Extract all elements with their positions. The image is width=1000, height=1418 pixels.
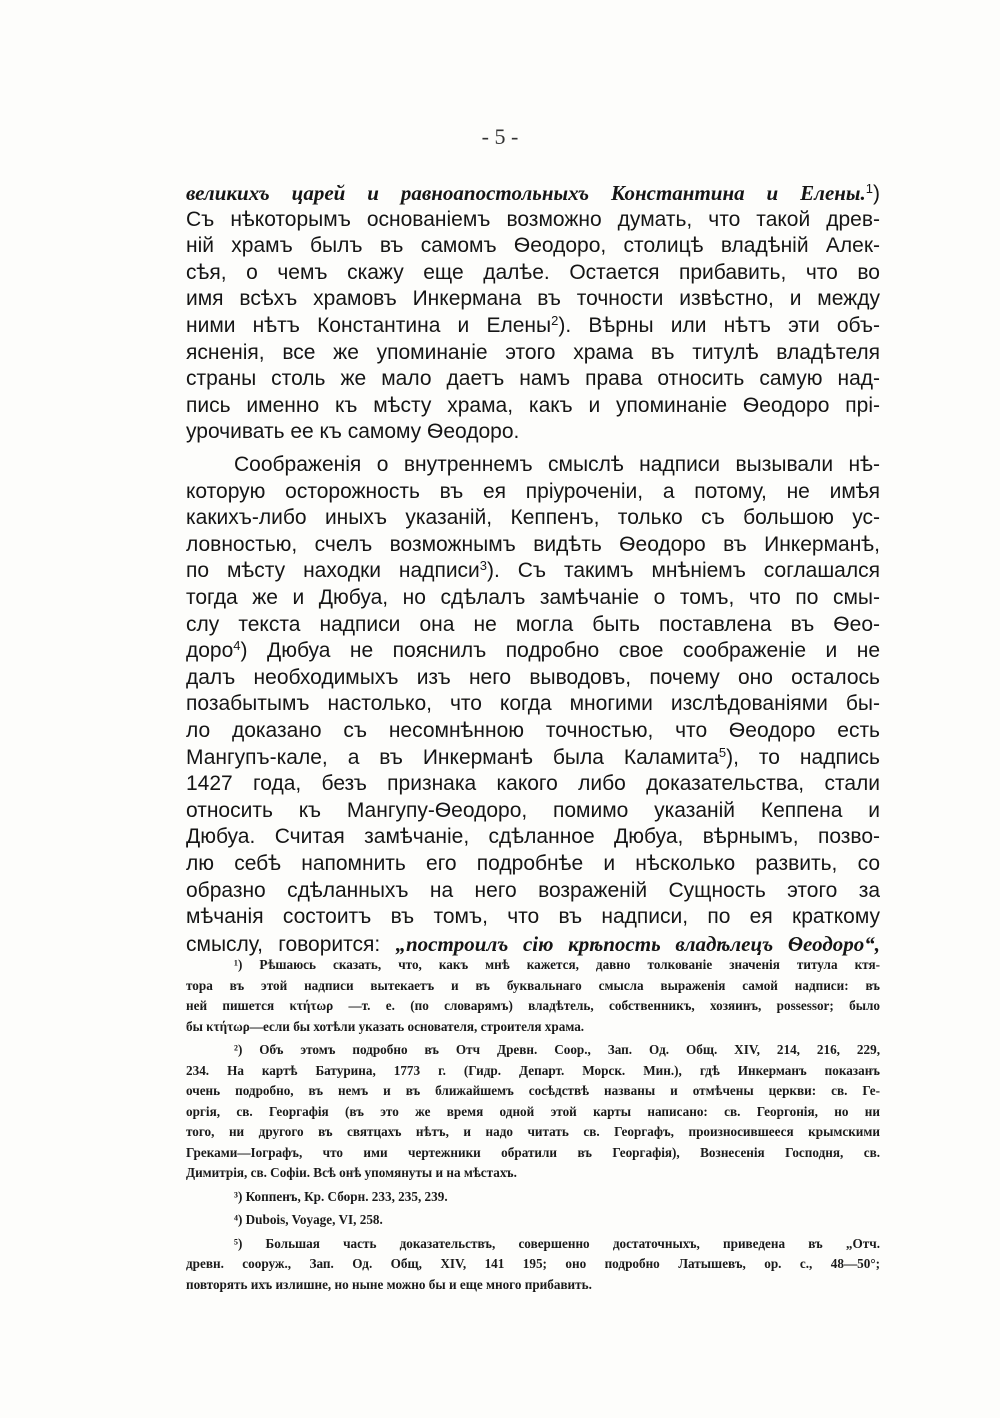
footnote-line: тора въ этой надписи вытекаетъ и въ буквальнаго смысла выраженія самой надписи: въ (186, 977, 880, 993)
paragraph-2-line: какихъ-либо иныхъ указаній, Кеппенъ, только съ большою ус- (186, 506, 880, 530)
footnote-line: ³) Коппенъ, Кр. Сборн. 233, 235, 239. (234, 1188, 448, 1204)
paragraph-2-line: мѣчанія состоитъ въ томъ, что въ надписи, по ея краткому (186, 905, 880, 929)
paragraph-2-line: образно сдѣланныхъ на него возраженій Сущность этого за (186, 878, 880, 902)
italic-text: великихъ царей и равноапостольныхъ Константина и Елены. (186, 181, 866, 205)
footnote-line: 234. На картѣ Батурина, 1773 г. (Гидр. Департ. Морск. Мин.), гдѣ Инкерманъ показанъ (186, 1062, 880, 1078)
footnote-ref: 1 (865, 181, 873, 196)
paragraph-1-line: пись именно къ мѣсту храма, какъ и упоминаніе Ѳеодоро прі- (186, 393, 880, 417)
paragraph-1-line: ній храмъ былъ въ самомъ Ѳеодоро, столицѣ владѣній Алек- (186, 234, 880, 258)
footnote-line: Димитрія, св. Софіи. Всѣ онѣ упомянуты и на мѣстахъ. (186, 1165, 517, 1180)
footnote-line: оргія, св. Георгафія (въ это же время одной этой карты написано: св. Георгонія, но ни (186, 1103, 880, 1119)
footnote-line: очень подробно, въ немъ и въ ближайшемъ сосѣдствѣ названы и отмѣчены церкви: св. Ге- (186, 1083, 880, 1098)
footnote-line: Греками—Іографъ, что ими чертежники обратили въ Георгафія), Вознесенія Господня, св. (186, 1144, 880, 1160)
footnote-4 (186, 1210, 880, 1231)
paragraph-2-line: далъ необходимыхъ изъ него выводовъ, почему оно осталось (186, 665, 880, 689)
paragraph-2-line: по мѣсту находки надписи$^3$). Съ такимъ мнѣніемъ соглашался (186, 558, 880, 583)
paragraph-2-line: 1427 года, безъ признака какого либо доказательства, стали (186, 772, 880, 796)
footnotes (186, 955, 880, 1298)
footnote-3 (186, 1187, 880, 1208)
paragraph-1-line: имя всѣхъ храмовъ Инкермана въ точности извѣстно, и между (186, 287, 880, 311)
footnote-ref: 3 (479, 558, 488, 574)
paragraph-2-line: лю себѣ напомнить его подробнѣе и нѣсколько развить, со (186, 851, 880, 875)
paragraph-1-line: великихъ царей и равноапостольныхъ Константина и Елены.$^1$) (186, 181, 880, 205)
footnote-line: ⁴) Dubois, Voyage, VI, 258. (234, 1212, 383, 1227)
paragraph-2 (186, 452, 880, 957)
footnote-line: того, ни другого въ святцахъ нѣтъ, и надо читать св. Георгафъ, произносившееся крымскими (186, 1124, 880, 1139)
footnote-line: ²) Объ этомъ подробно въ Отч Древн. Соор., Зап. Од. Общ. XIV, 214, 216, 229, (234, 1042, 880, 1057)
paragraph-2-line: смыслу, говорится: „построилъ сію крѣпость владѣлецъ Ѳеодоро“, (186, 931, 880, 956)
paragraph-2-line: которую осторожность въ ея пріуроченіи, а потому, не имѣя (186, 479, 880, 503)
paragraph-2-line: ловностью, счелъ возможнымъ видѣть Ѳеодоро въ Инкерманѣ, (186, 532, 880, 556)
footnote-line: ¹) Рѣшаюсь сказать, что, какъ мнѣ кажется, давно толкованіе значенія титула ктя- (234, 957, 880, 972)
italic-quote: „построилъ сію крѣпость владѣлецъ Ѳеодоро“, (395, 931, 880, 956)
footnote-ref: 5 (718, 744, 727, 760)
paragraph-2-line: относить къ Мангупу-Ѳеодоро, помимо указаній Кеппена и (186, 798, 880, 822)
paragraph-2-line: Дюбуа. Считая замѣчаніе, сдѣланное Дюбуа, вѣрнымъ, позво- (186, 825, 880, 849)
paragraph-2-line: тогда же и Дюбуа, но сдѣлалъ замѣчаніе о томъ, что по смы- (186, 585, 880, 609)
footnote-line: ней пишется κτήτωρ —т. е. (по словарямъ) владѣтель, собственникъ, хозяинъ, possessor; было (186, 998, 880, 1013)
footnote-2 (186, 1040, 880, 1184)
paragraph-2-line: Соображенія о внутреннемъ смыслѣ надписи вызывали нѣ- (234, 453, 880, 476)
paragraph-2-line: ло доказано съ несомнѣнною точностью, что Ѳеодоро есть (186, 718, 880, 742)
footnote-ref: 2 (551, 312, 559, 328)
paragraph-1-line: сѣя, о чемъ скажу еще далѣе. Остается прибавить, что во (186, 260, 880, 284)
paragraph-1-line: Съ нѣкоторымъ основаніемъ возможно думать, что такой древ- (186, 207, 880, 231)
paragraph-1-line: урочивать ее къ самому Ѳеодоро. (186, 420, 520, 444)
paragraph-1-line: страны столь же мало даетъ намъ права относить самую над- (186, 367, 880, 391)
paragraph-1 (186, 180, 880, 446)
paragraph-2-line: доро$^4$) Дюбуа не пояснилъ подробно свое соображеніе и не (186, 638, 880, 663)
footnote-line: ⁵) Большая часть доказательствъ, совершенно достаточныхъ, приведена въ „Отч. (234, 1235, 880, 1251)
footnote-5 (186, 1234, 880, 1296)
footnote-line: бы κτήτωρ—если бы хотѣли указать основателя, строителя храма. (186, 1018, 585, 1034)
footnote-1 (186, 955, 880, 1037)
paragraph-1-line: ясненія, все же упоминаніе этого храма въ титулѣ владѣтеля (186, 340, 880, 364)
paragraph-2-line: слу текста надписи она не могла быть поставлена въ Ѳео- (186, 612, 880, 636)
paragraph-2-line: позабытымъ настолько, что когда многими изслѣдованіями бы- (186, 692, 880, 716)
footnote-line: древн. сооруж., Зап. Од. Общ, XIV, 141 195; оно подробно Латышевъ, ор. с., 48—50°; (186, 1256, 880, 1271)
footnote-line: повторять ихъ излишне, но ныне можно бы и еще много прибавить. (186, 1276, 592, 1292)
footnote-ref: 4 (233, 638, 241, 654)
paragraph-2-line: Мангупъ-кале, а въ Инкерманѣ была Каламита$^5$), то надпись (186, 744, 880, 769)
page-number: - 5 - (481, 124, 519, 149)
paragraph-1-line: ними нѣтъ Константина и Елены$^2$). Вѣрны или нѣтъ эти объ- (186, 312, 880, 337)
